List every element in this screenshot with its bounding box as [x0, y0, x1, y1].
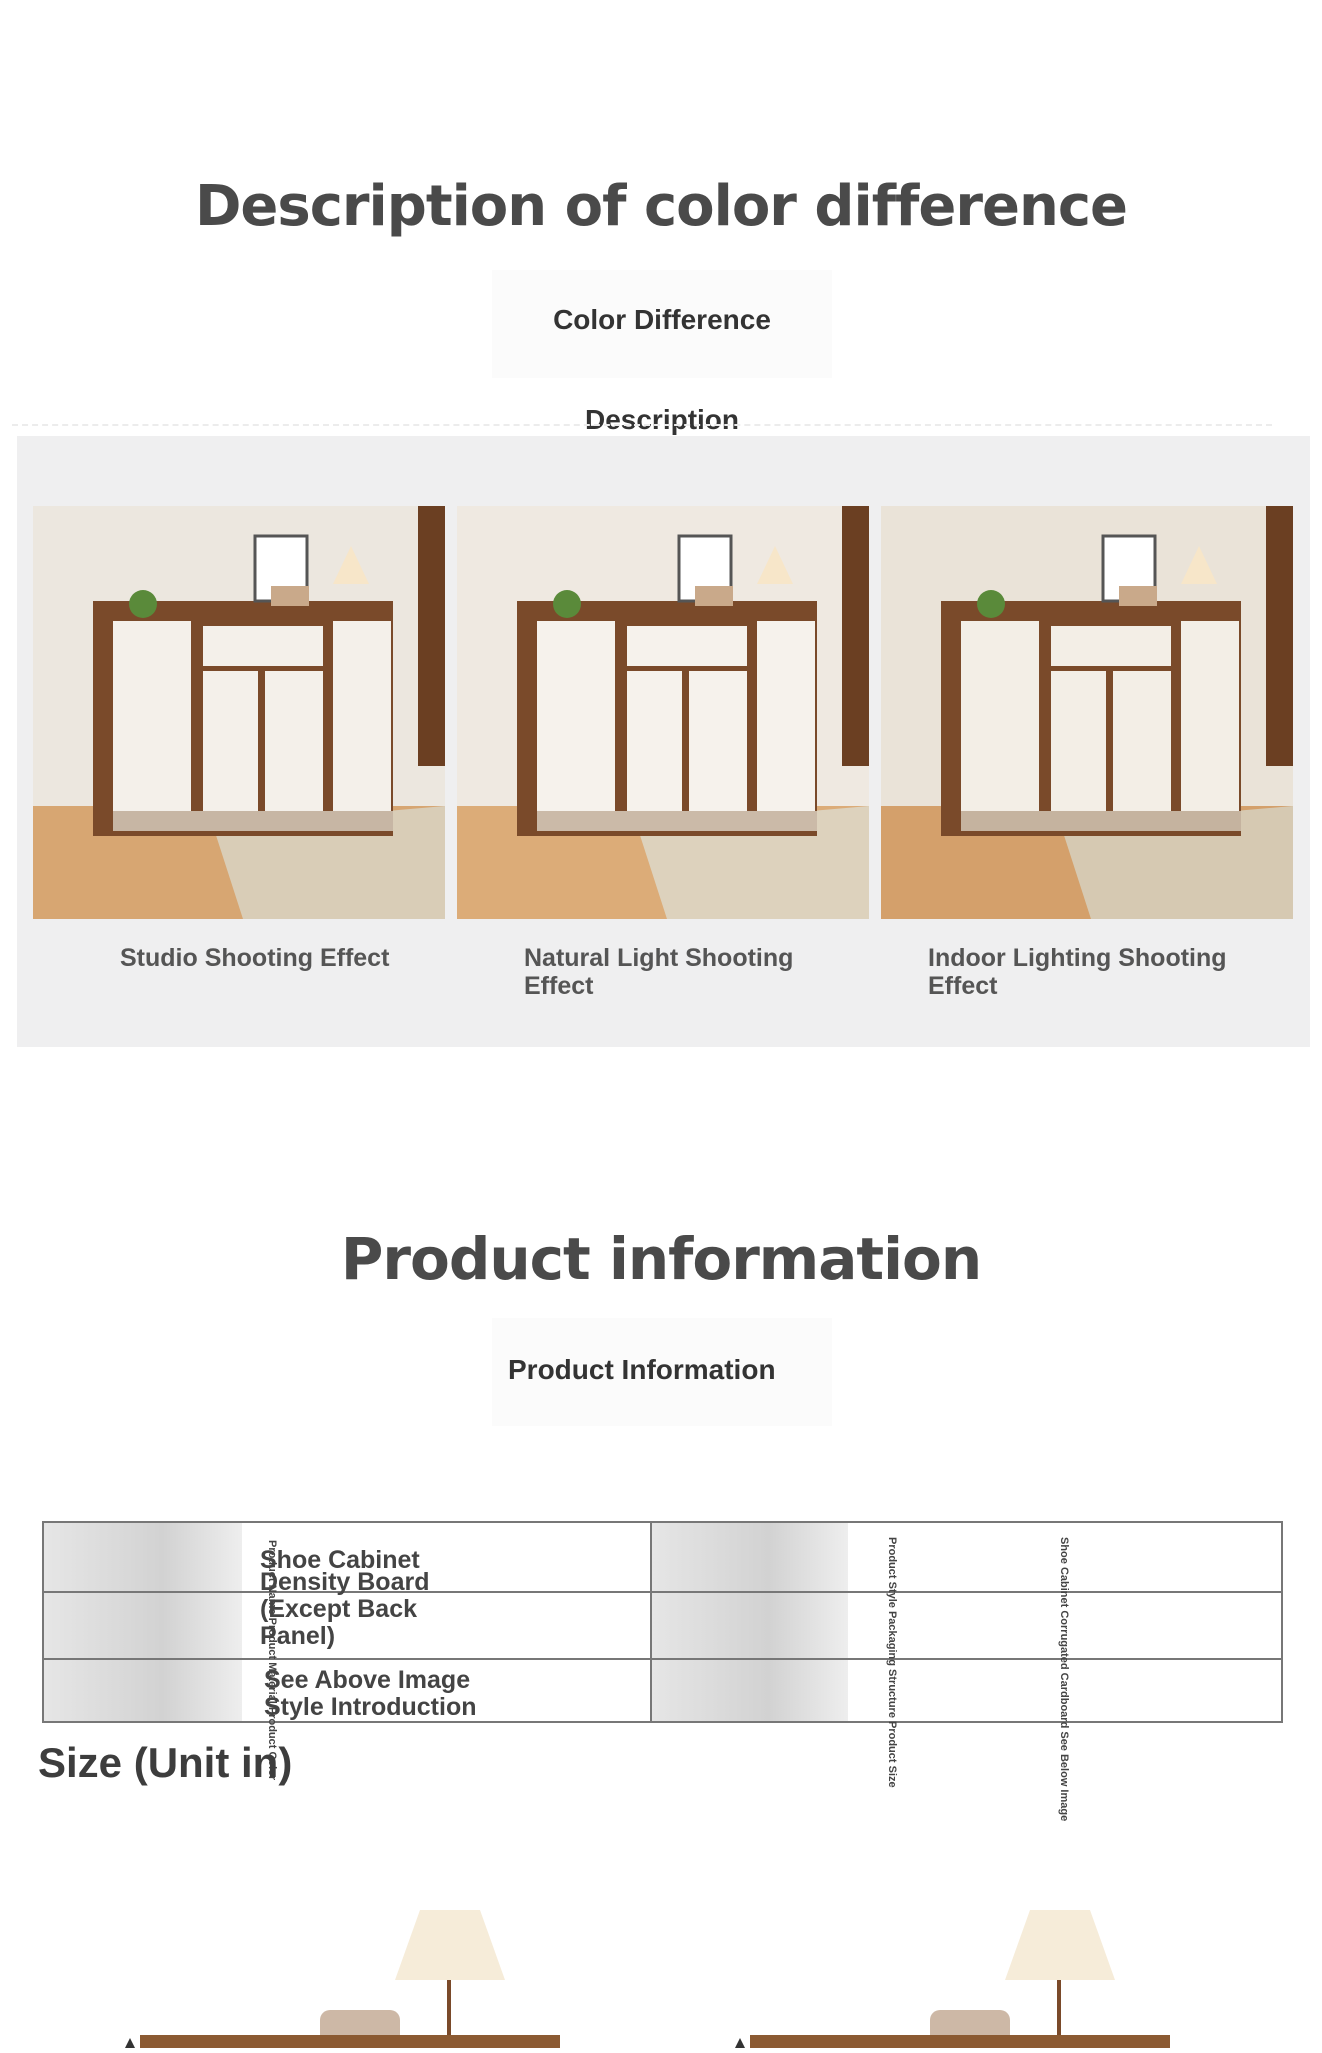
product-material-value: Density Board (Except Back Panel) — [260, 1568, 430, 1650]
shoe-cabinet-image — [120, 1910, 620, 2048]
label-cell — [650, 1523, 848, 1721]
shoe-cabinet-image — [33, 506, 445, 919]
studio-photo — [33, 506, 445, 919]
shoe-cabinet-image — [457, 506, 869, 919]
section-divider — [12, 424, 1272, 426]
color-photo-panel — [17, 436, 1310, 1047]
product-name-value: Shoe Cabinet — [260, 1546, 420, 1574]
product-spec-table — [42, 1521, 1283, 1723]
right-field-labels: Product Style Packaging Structure Product Size — [886, 1537, 898, 1788]
shoe-cabinet-image — [725, 1910, 1225, 2048]
size-image-right — [725, 1910, 1225, 2048]
color-difference-title: Description of color difference — [194, 174, 1128, 239]
label-cell — [44, 1523, 242, 1721]
left-field-labels: Product Name Product Material Product Color — [266, 1540, 278, 1781]
natural-light-photo — [457, 506, 869, 919]
right-field-values: Shoe Cabinet Corrugated Cardboard See Below Image — [1058, 1537, 1070, 1822]
indoor-lighting-photo — [881, 506, 1293, 919]
size-image-left — [120, 1910, 620, 2048]
color-difference-subtitle: Color Difference Description — [492, 270, 832, 378]
caption-natural-light: Natural Light Shooting Effect — [524, 944, 794, 1000]
product-info-title: Product information — [340, 1225, 982, 1293]
caption-indoor-lighting: Indoor Lighting Shooting Effect — [928, 944, 1227, 1000]
product-color-value: See Above Image Style Introduction — [264, 1666, 477, 1721]
row-divider — [44, 1591, 1281, 1593]
caption-studio: Studio Shooting Effect — [120, 944, 390, 972]
product-info-subtitle: Product Information — [492, 1318, 832, 1426]
column-divider — [650, 1523, 652, 1721]
row-divider — [44, 1658, 1281, 1660]
size-title: Size (Unit in) — [38, 1739, 293, 1786]
shoe-cabinet-image — [881, 506, 1293, 919]
